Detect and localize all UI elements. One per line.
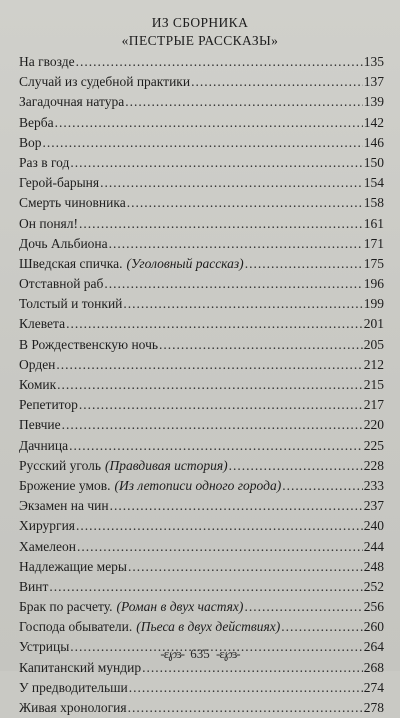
toc-entry-page-number: 139	[363, 94, 384, 110]
toc-entry-page-number: 252	[363, 578, 384, 594]
toc-entry-title: Репетитор	[19, 397, 78, 413]
toc-entry	[19, 214, 384, 234]
toc-entry	[19, 476, 384, 496]
toc-entry-title: Русский уголь	[19, 457, 102, 473]
toc-entry	[19, 395, 384, 415]
toc-dot-leader	[159, 335, 363, 355]
toc-dot-leader	[56, 355, 362, 375]
page-footer	[0, 646, 400, 662]
toc-entry	[19, 153, 384, 173]
toc-entry-title: Певчие	[19, 417, 61, 433]
toc-dot-leader	[100, 173, 363, 193]
toc-entry-title: Надлежащие меры	[19, 558, 127, 574]
toc-entry	[19, 577, 384, 597]
toc-entry-page-number: 142	[363, 114, 384, 130]
toc-entry-title: Комик	[19, 377, 57, 392]
toc-entry-title: У предводительши	[19, 679, 128, 695]
toc-entry-page-number: 171	[363, 235, 384, 251]
toc-entry-page-number: 264	[363, 639, 384, 655]
toc-dot-leader	[57, 375, 363, 395]
toc-dot-leader	[129, 678, 363, 698]
footer-ornament-left: -ɛ℘ɜ-	[160, 646, 184, 661]
toc-entry	[19, 557, 384, 577]
toc-dot-leader	[62, 415, 363, 435]
toc-entry	[19, 92, 384, 112]
toc-entry-title: Винт	[19, 578, 49, 594]
toc-entry-page-number: 244	[363, 538, 384, 554]
toc-entry	[19, 496, 384, 516]
toc-entry-page-number: 260	[363, 619, 384, 635]
toc-entry	[19, 436, 384, 456]
toc-entry-title: Толстый и тонкий	[19, 296, 123, 312]
toc-dot-leader	[191, 72, 363, 92]
toc-entry-title: Отставной раб	[19, 276, 104, 292]
toc-entry	[19, 254, 384, 274]
toc-entry-title: Он понял!	[19, 215, 78, 231]
toc-entry-title: Хирургия	[19, 518, 76, 534]
toc-dot-leader	[55, 113, 363, 133]
toc-entry-title: Устрицы	[19, 639, 70, 655]
toc-entry	[19, 173, 384, 193]
toc-entry	[19, 375, 384, 395]
toc-entry-title: Дачница	[19, 437, 69, 453]
toc-entry-title: Хамелеон	[19, 538, 76, 554]
toc-entry	[19, 516, 384, 536]
toc-dot-leader	[128, 698, 363, 718]
toc-entry-page-number: 154	[363, 175, 384, 191]
toc-entry-page-number: 233	[363, 477, 384, 493]
toc-dot-leader	[77, 537, 363, 557]
toc-entry-title: Загадочная натура	[19, 94, 125, 110]
toc-entry-title: Капитанский мундир	[19, 659, 142, 675]
toc-entry-page-number: 175	[363, 255, 384, 271]
toc-entry-page-number: 248	[363, 558, 384, 574]
toc-entry	[19, 314, 384, 334]
toc-entry-title: На гвозде	[19, 54, 75, 69]
toc-entry	[19, 193, 384, 213]
toc-entry-page-number: 199	[363, 296, 384, 312]
toc-entry-title: Экзамен на чин	[19, 498, 109, 514]
toc-entry-page-number: 268	[363, 659, 384, 675]
toc-dot-leader	[281, 617, 363, 637]
toc-entry-subtitle: (Правдивая история)	[105, 457, 228, 473]
toc-entry	[19, 113, 384, 133]
toc-dot-leader	[244, 597, 362, 617]
toc-entry-subtitle: (Пьеса в двух действиях)	[136, 619, 281, 635]
toc-dot-leader	[79, 395, 363, 415]
toc-dot-leader	[49, 577, 362, 597]
toc-entry	[19, 617, 384, 637]
toc-entry	[19, 133, 384, 153]
toc-entry-page-number: 158	[363, 195, 384, 211]
toc-entry-subtitle: (Роман в двух частях)	[116, 599, 244, 615]
toc-entry	[19, 537, 384, 557]
toc-dot-leader	[79, 214, 363, 234]
toc-dot-leader	[127, 193, 363, 213]
footer-page-number: 635	[190, 646, 210, 661]
toc-entry-page-number: 201	[363, 316, 384, 332]
toc-entry-page-number: 212	[363, 356, 384, 372]
toc-entry-title: Брак по расчету.	[19, 599, 113, 615]
toc-entry-title: Дочь Альбиона	[19, 235, 108, 251]
toc-dot-leader	[128, 557, 363, 577]
toc-entry-page-number: 256	[363, 599, 384, 615]
toc-entry-page-number: 225	[363, 437, 384, 453]
toc-entry	[19, 294, 384, 314]
toc-entry-title: Шведская спичка.	[19, 255, 123, 271]
toc-dot-leader	[76, 52, 363, 72]
toc-entry-title: Клевета	[19, 316, 66, 332]
toc-entry	[19, 456, 384, 476]
toc-entry	[19, 234, 384, 254]
toc-entry-page-number: 135	[363, 54, 384, 69]
toc-entry-page-number: 215	[363, 377, 384, 392]
toc-entry-page-number: 240	[363, 518, 384, 534]
toc-entry-page-number: 161	[363, 215, 384, 231]
section-heading-line-1: ИЗ СБОРНИКА	[151, 15, 249, 30]
toc-entry-page-number: 228	[363, 457, 384, 473]
toc-dot-leader	[76, 516, 363, 536]
toc-entry-title: Брожение умов.	[19, 477, 111, 493]
toc-dot-leader	[69, 436, 363, 456]
toc-entry	[19, 698, 384, 718]
toc-entry-title: Господа обыватели.	[19, 619, 133, 635]
toc-dot-leader	[110, 496, 363, 516]
toc-entry-page-number: 237	[363, 498, 384, 514]
toc-entry-page-number: 217	[363, 397, 384, 413]
toc-entry-title: Случай из судебной практики	[19, 74, 191, 90]
toc-entry-title: Живая хронология	[19, 700, 127, 715]
toc-entry	[19, 678, 384, 698]
toc-entry-page-number: 220	[363, 417, 384, 433]
toc-dot-leader	[123, 294, 362, 314]
toc-dot-leader	[104, 274, 362, 294]
table-of-contents	[19, 52, 384, 718]
toc-dot-leader	[43, 133, 363, 153]
toc-dot-leader	[229, 456, 363, 476]
toc-entry-page-number: 274	[363, 679, 384, 695]
toc-entry-page-number: 146	[363, 134, 384, 150]
toc-entry-page-number: 150	[363, 154, 384, 170]
toc-entry-page-number: 278	[363, 700, 384, 715]
toc-entry	[19, 52, 384, 72]
toc-entry	[19, 335, 384, 355]
toc-dot-leader	[125, 92, 363, 112]
toc-entry-page-number: 205	[363, 336, 384, 352]
toc-entry	[19, 72, 384, 92]
toc-dot-leader	[109, 234, 363, 254]
toc-entry-page-number: 137	[363, 74, 384, 90]
toc-entry-title: Орден	[19, 356, 56, 372]
toc-entry	[19, 355, 384, 375]
toc-entry-subtitle: (Уголовный рассказ)	[126, 255, 244, 271]
toc-entry-title: Верба	[19, 114, 54, 130]
toc-entry-title: Герой-барыня	[19, 175, 100, 191]
toc-entry-title: Вор	[19, 134, 42, 150]
toc-entry-title: Раз в год	[19, 154, 70, 170]
toc-dot-leader	[70, 153, 362, 173]
footer-ornament-right: -ɛ℘ɜ-	[216, 646, 240, 661]
toc-entry	[19, 415, 384, 435]
toc-dot-leader	[245, 254, 363, 274]
toc-entry	[19, 274, 384, 294]
toc-entry-subtitle: (Из летописи одного города)	[114, 477, 282, 493]
toc-entry-title: В Рождественскую ночь	[19, 336, 159, 352]
toc-dot-leader	[66, 314, 363, 334]
toc-entry	[19, 597, 384, 617]
toc-dot-leader	[282, 476, 363, 496]
toc-entry-title: Смерть чиновника	[19, 195, 126, 211]
section-heading-line-2: «ПЕСТРЫЕ РАССКАЗЫ»	[121, 33, 279, 48]
toc-entry-page-number: 196	[363, 276, 384, 292]
